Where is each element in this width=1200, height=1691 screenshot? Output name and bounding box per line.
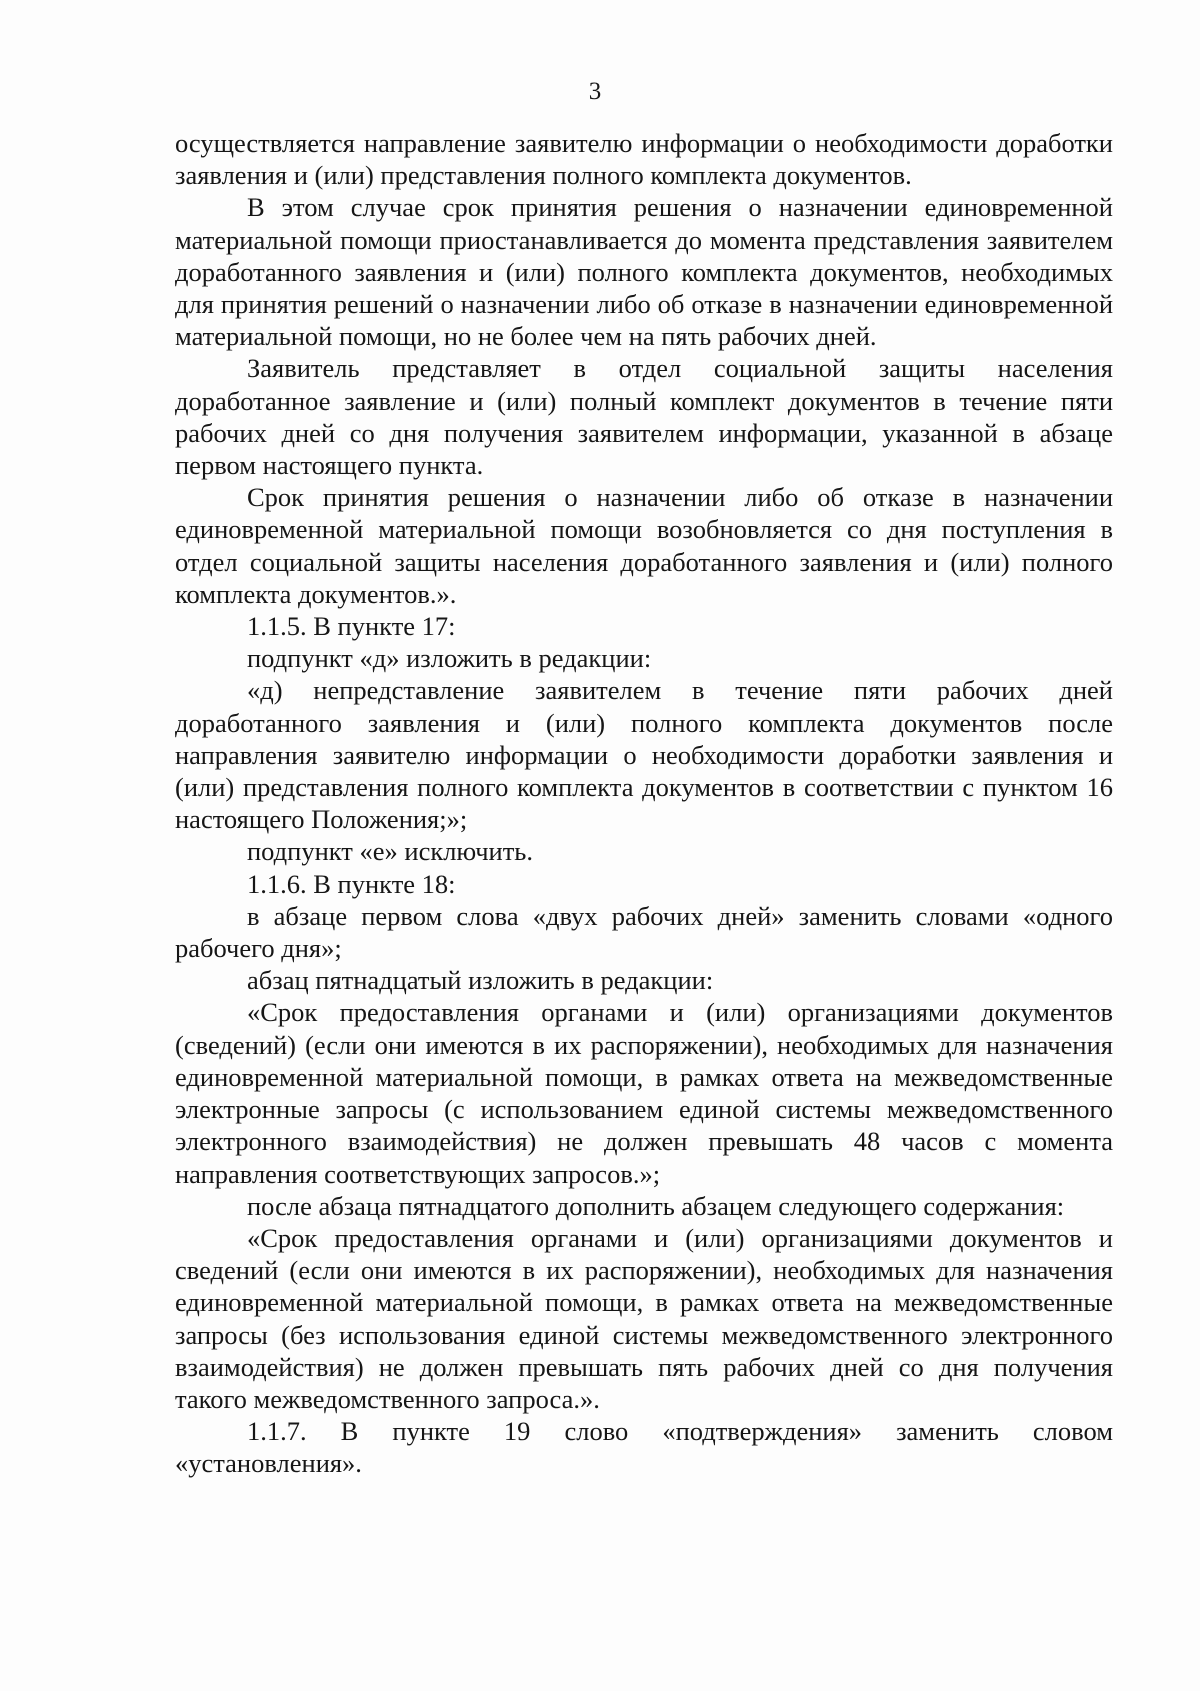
paragraph-12: «Срок предоставления органами и (или) организациями документов (сведений) (если они имеются в их распоряжении), необходимых для назначения единовременной материальной помощи, в рамках ответа на межведомственные электронные запросы (с использованием единой системы межведомственного электронного взаимодействия) не должен превышать 48 часов с момента направления соответствующих запросов.»; [175, 997, 1113, 1189]
paragraph-3: Заявитель представляет в отдел социальной защиты населения доработанное заявление и (или) полный комплект документов в течение пяти рабочих дней со дня получения заявителем информации, указанной в абзаце первом настоящего пункта. [175, 353, 1113, 481]
paragraph-7: «д) непредставление заявителем в течение пяти рабочих дней доработанного заявления и (или) полного комплекта документов после направления заявителю информации о необходимости доработки заявления и (или) представления полного комплекта документов в соответствии с пунктом 16 настоящего Положения;»; [175, 675, 1113, 835]
document-body [175, 127, 1113, 1480]
paragraph-9: 1.1.6. В пункте 18: [247, 868, 456, 899]
paragraph-8: подпункт «е» исключить. [247, 836, 534, 867]
paragraph-13: после абзаца пятнадцатого дополнить абзацем следующего содержания: [247, 1190, 1065, 1221]
paragraph-4: Срок принятия решения о назначении либо об отказе в назначении единовременной материальной помощи возобновляется со дня поступления в отдел социальной защиты населения доработанного заявления и (или) полного комплекта документов.». [175, 482, 1113, 609]
paragraph-14: «Срок предоставления органами и (или) организациями документов и сведений (если они имеются в их распоряжении), необходимых для назначения единовременной материальной помощи, в рамках ответа на межведомственные запросы (без использования единой системы межведомственного электронного взаимодействия) не должен превышать пять рабочих дней со дня получения такого межведомственного запроса.». [175, 1222, 1113, 1414]
paragraph-6: подпункт «д» изложить в редакции: [247, 643, 652, 674]
paragraph-2: В этом случае срок принятия решения о назначении единовременной материальной помощи приостанавливается до момента представления заявителем доработанного заявления и (или) полного комплекта документов, необходимых для принятия решений о назначении либо об отказе в назначении единовременной материальной помощи, но не более чем на пять рабочих дней. [175, 192, 1113, 352]
page-number: 3 [588, 78, 602, 105]
paragraph-5: 1.1.5. В пункте 17: [247, 611, 456, 642]
paragraph-1: осуществляется направление заявителю информации о необходимости доработки заявления и (или) представления полного комплекта документов. [175, 128, 1113, 191]
paragraph-10: в абзаце первом слова «двух рабочих дней» заменить словами «одного рабочего дня»; [175, 900, 1113, 964]
paragraph-15: 1.1.7. В пункте 19 слово «подтверждения» заменить словом «установления». [175, 1416, 1113, 1479]
paragraph-11: абзац пятнадцатый изложить в редакции: [247, 965, 714, 996]
